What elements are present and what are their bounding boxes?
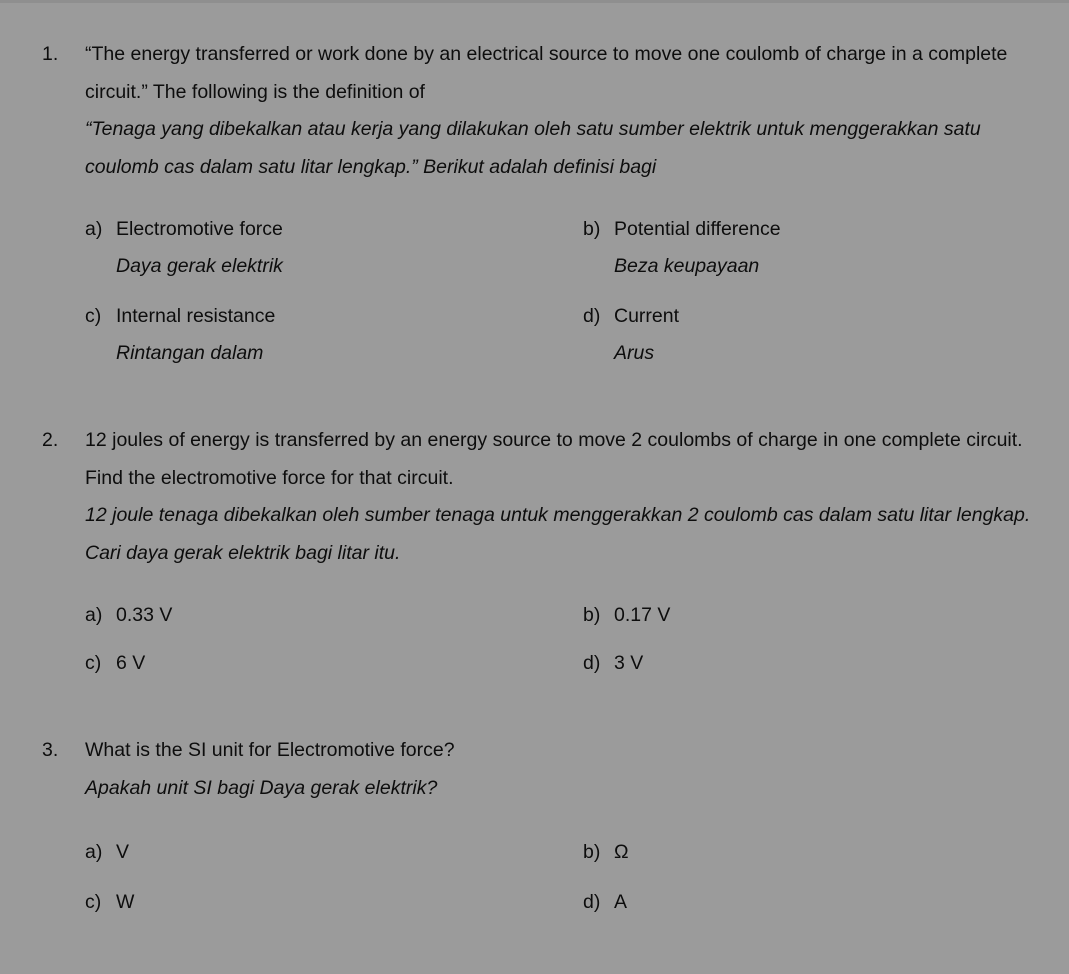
option-letter: a) [85, 218, 103, 240]
option-letter: b) [583, 218, 601, 240]
question-text-english: “The energy transferred or work done by an electrical source to move one coulomb of charge in a complete circuit.” The following is the definition of [85, 43, 1008, 103]
question-text [85, 732, 1055, 807]
option-letter: b) [583, 604, 601, 626]
option-letter: a) [85, 841, 103, 863]
top-border [0, 0, 1069, 3]
option-label-malay: Daya gerak elektrik [116, 255, 283, 277]
question-text-english: What is the SI unit for Electromotive force? [85, 739, 455, 761]
option-label: A [614, 891, 628, 913]
option-label-english: Electromotive force [116, 218, 283, 240]
option-letter: d) [583, 305, 601, 327]
question-text-english: 12 joules of energy is transferred by an energy source to move 2 coulombs of charge in one complete circuit. Find the electromotive force for that circuit. [85, 429, 1023, 489]
option-letter: d) [583, 891, 601, 913]
question-text [85, 422, 1050, 572]
option-label: 0.33 V [116, 604, 173, 626]
option-label: 0.17 V [614, 604, 671, 626]
option-letter: d) [583, 652, 601, 674]
option-label-malay: Beza keupayaan [614, 255, 760, 277]
option-label-english: Internal resistance [116, 305, 276, 327]
question-number: 2. [42, 429, 59, 451]
question-text-malay: Apakah unit SI bagi Daya gerak elektrik? [85, 776, 438, 799]
option-label-malay: Rintangan dalam [116, 342, 264, 364]
option-letter: c) [85, 305, 102, 327]
option-letter: c) [85, 891, 102, 913]
option-label-english: Potential difference [614, 218, 781, 240]
option-label: Ω [614, 841, 629, 863]
question-text-malay: 12 joule tenaga dibekalkan oleh sumber tenaga untuk menggerakkan 2 coulomb cas dalam satu litar lengkap. Cari daya gerak elektrik bagi litar itu. [85, 504, 1031, 564]
option-letter: a) [85, 604, 103, 626]
option-letter: b) [583, 841, 601, 863]
question-text-malay: “Tenaga yang dibekalkan atau kerja yang dilakukan oleh satu sumber elektrik untuk menggerakkan satu coulomb cas dalam satu litar lengkap.” Berikut adalah definisi bagi [85, 118, 981, 178]
option-label-malay: Arus [614, 342, 655, 364]
option-label: V [116, 841, 130, 863]
option-label-english: Current [614, 305, 680, 327]
option-label: W [116, 891, 135, 913]
question-text [85, 36, 1015, 186]
question-number: 3. [42, 739, 59, 761]
question-number: 1. [42, 43, 59, 65]
option-letter: c) [85, 652, 102, 674]
option-label: 3 V [614, 652, 644, 674]
option-label: 6 V [116, 652, 146, 674]
